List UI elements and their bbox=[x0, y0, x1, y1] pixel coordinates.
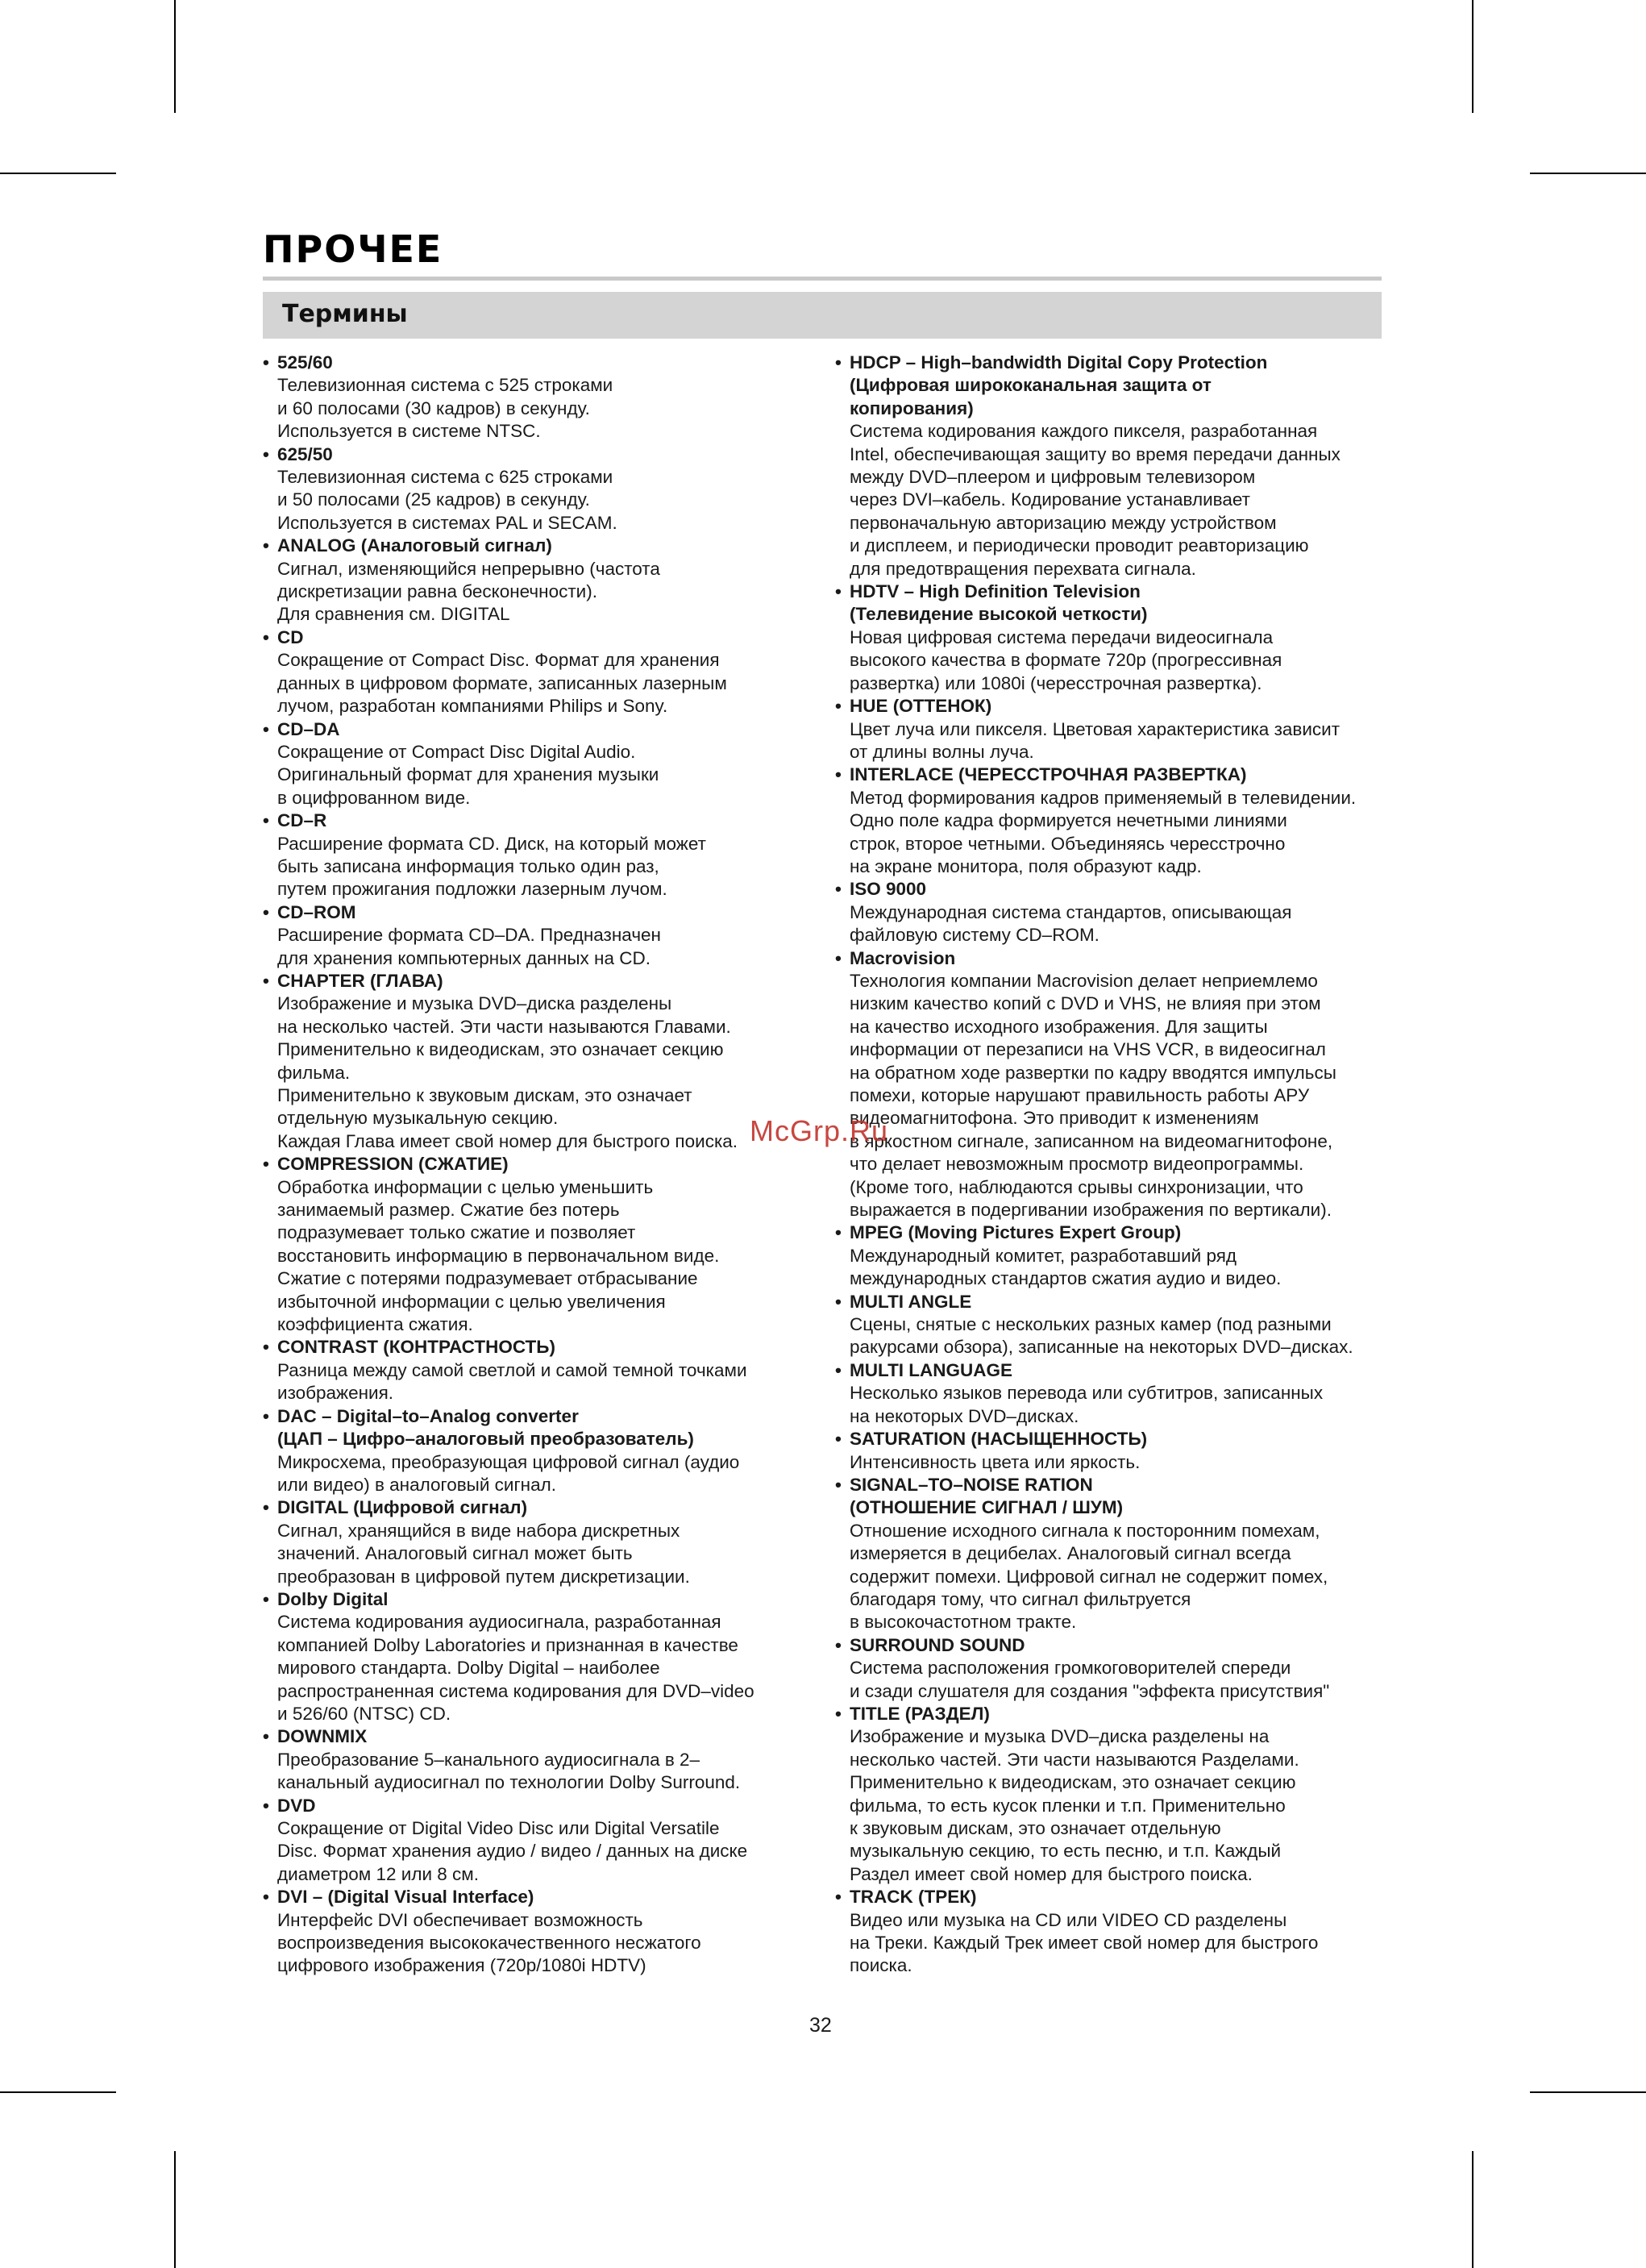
term-title: • 625/50 bbox=[263, 443, 795, 466]
term-title: • CD bbox=[263, 626, 795, 649]
glossary-term bbox=[835, 1703, 1391, 1886]
glossary-term bbox=[263, 443, 795, 535]
term-description: Новая цифровая система передачи видеосигнала высокого качества в формате 720р (прогрессивная развертка) или 1080i (чересстрочная развертка). bbox=[850, 626, 1282, 693]
glossary-term bbox=[835, 1221, 1391, 1290]
term-description: Расширение формата CD. Диск, на который может быть записана информация только один раз, путем прожигания подложки лазерным лучом. bbox=[277, 833, 706, 900]
term-description: Сокращение от Digital Video Disc или Digital Versatile Disc. Формат хранения аудио / видео / данных на диске диаметром 12 или 8 см. bbox=[277, 1818, 748, 1884]
term-description: Отношение исходного сигнала к посторонним помехам, измеряется в децибелах. Аналоговый сигнал всегда содержит помехи. Цифровой сигнал не содержит помех, благодаря тому, что сигнал фильтруется в высокочастотном тракте. bbox=[850, 1520, 1328, 1633]
left-column bbox=[263, 352, 795, 1978]
page-title: ПРОЧЕЕ bbox=[263, 227, 443, 271]
glossary-term bbox=[835, 1634, 1391, 1703]
section-header bbox=[263, 292, 1382, 339]
term-description: Метод формирования кадров применяемый в телевидении. Одно поле кадра формируется нечетными линиями строк, второе четными. Объединяясь чересстрочно на экране монитора, поля образуют кадр. bbox=[850, 787, 1357, 876]
glossary-term bbox=[263, 535, 795, 626]
term-description: Сокращение от Compact Disc Digital Audio. Оригинальный формат для хранения музыки в оцифрованном виде. bbox=[277, 741, 659, 808]
glossary-term bbox=[835, 581, 1391, 695]
term-description: Система расположения громкоговорителей спереди и сзади слушателя для создания "эффекта присутствия" bbox=[850, 1658, 1330, 1701]
glossary-term bbox=[263, 1336, 795, 1404]
term-title: • MULTI ANGLE bbox=[835, 1291, 1391, 1313]
term-description: Система кодирования каждого пикселя, разработанная Intel, обеспечивающая защиту во время передачи данных между DVD–плеером и цифровым телевизором через DVI–кабель. Кодирование устанавливает первоначальную авторизацию между устройством и дисплеем, и периодически проводит реавторизацию для предотвращения перехвата сигнала. bbox=[850, 421, 1340, 579]
term-description: Микросхема, преобразующая цифровой сигнал (аудио или видео) в аналоговый сигнал. bbox=[277, 1451, 740, 1495]
term-title: • CONTRAST (КОНТРАСТНОСТЬ) bbox=[263, 1336, 795, 1359]
term-title: • SURROUND SOUND bbox=[835, 1634, 1391, 1657]
term-description: Разница между самой светлой и самой темной точками изображения. bbox=[277, 1359, 747, 1404]
term-title: • DVD bbox=[263, 1795, 795, 1817]
term-description: Телевизионная система с 525 строками и 60 полосами (30 кадров) в секунду. Используется в системе NTSC. bbox=[277, 375, 613, 442]
crop-mark bbox=[0, 173, 116, 174]
term-title: • ISO 9000 bbox=[835, 878, 1391, 901]
term-description: Система кодирования аудиосигнала, разработанная компанией Dolby Laboratories и признанная в качестве мирового стандарта. Dolby Digital – наиболее распространенная система кодирования для DVD–video и 526/60 (NTSC) CD. bbox=[277, 1612, 754, 1724]
page-number: 32 bbox=[809, 2014, 832, 2037]
glossary-term bbox=[835, 947, 1391, 1222]
glossary-term bbox=[263, 1153, 795, 1336]
crop-mark bbox=[0, 2091, 116, 2093]
term-title: • CD–ROM bbox=[263, 901, 795, 924]
term-title: • ANALOG (Аналоговый сигнал) bbox=[263, 535, 795, 557]
glossary-term bbox=[263, 1725, 795, 1794]
term-title: • INTERLACE (ЧЕРЕССТРОЧНАЯ РАЗВЕРТКА) bbox=[835, 764, 1391, 786]
glossary-term bbox=[835, 764, 1391, 878]
glossary-term bbox=[263, 1588, 795, 1725]
glossary-term bbox=[835, 878, 1391, 947]
term-title: • CHAPTER (ГЛАВА) bbox=[263, 970, 795, 993]
term-title: • TRACK (ТРЕК) bbox=[835, 1886, 1391, 1908]
term-description: Международная система стандартов, описывающая файловую систему CD–ROM. bbox=[850, 901, 1292, 946]
glossary-term bbox=[263, 626, 795, 718]
term-title: • DOWNMIX bbox=[263, 1725, 795, 1748]
crop-mark bbox=[1472, 2151, 1474, 2268]
term-description: Сигнал, изменяющийся непрерывно (частота дискретизации равна бесконечности). Для сравнения см. DIGITAL bbox=[277, 558, 660, 625]
glossary-term bbox=[835, 1428, 1391, 1474]
glossary-term bbox=[263, 718, 795, 810]
term-title: • CD–R bbox=[263, 809, 795, 832]
section-title: Термины bbox=[282, 300, 408, 328]
glossary-term bbox=[835, 695, 1391, 764]
crop-mark bbox=[174, 0, 176, 113]
term-title: • SATURATION (НАСЫЩЕННОСТЬ) bbox=[835, 1428, 1391, 1450]
term-description: Расширение формата CD–DA. Предназначен для хранения компьютерных данных на CD. bbox=[277, 925, 661, 968]
term-title: • HUE (ОТТЕНОК) bbox=[835, 695, 1391, 718]
watermark: McGrp.Ru bbox=[750, 1114, 889, 1147]
glossary-term bbox=[263, 1405, 795, 1497]
term-title: • SIGNAL–TO–NOISE RATION (ОТНОШЕНИЕ СИГНАЛ / ШУМ) bbox=[835, 1474, 1391, 1520]
title-divider bbox=[263, 277, 1382, 281]
crop-mark bbox=[1472, 0, 1474, 113]
glossary-term bbox=[263, 901, 795, 970]
term-title: • MULTI LANGUAGE bbox=[835, 1359, 1391, 1382]
term-description: Интерфейс DVI обеспечивает возможность воспроизведения высококачественного несжатого цифрового изображения (720р/1080i HDTV) bbox=[277, 1909, 701, 1976]
glossary-term bbox=[263, 970, 795, 1153]
glossary-term bbox=[263, 1795, 795, 1887]
glossary-term bbox=[835, 352, 1391, 581]
term-description: Цвет луча или пикселя. Цветовая характеристика зависит от длины волны луча. bbox=[850, 718, 1340, 762]
term-title: • TITLE (РАЗДЕЛ) bbox=[835, 1703, 1391, 1725]
term-description: Сигнал, хранящийся в виде набора дискретных значений. Аналоговый сигнал может быть преобразован в цифровой путем дискретизации. bbox=[277, 1520, 690, 1587]
term-description: Телевизионная система с 625 строками и 50 полосами (25 кадров) в секунду. Используется в системах PAL и SECAM. bbox=[277, 467, 617, 533]
term-description: Изображение и музыка DVD–диска разделены на несколько частей. Эти части называются Главами. Применительно к видеодискам, это означает секцию фильма. Применительно к звуковым дискам, это означает отдельную музыкальную секцию. Каждая Глава имеет свой номер для быстрого поиска. bbox=[277, 993, 738, 1151]
crop-mark bbox=[1530, 2091, 1646, 2093]
glossary-term bbox=[263, 1496, 795, 1588]
term-title: • HDCP – High–bandwidth Digital Copy Protection (Цифровая ширококанальная защита от копирования) bbox=[835, 352, 1391, 420]
term-title: • MPEG (Moving Pictures Expert Group) bbox=[835, 1221, 1391, 1244]
glossary-term bbox=[263, 809, 795, 901]
term-title: • Dolby Digital bbox=[263, 1588, 795, 1611]
term-description: Интенсивность цвета или яркость. bbox=[850, 1451, 1141, 1472]
glossary-term bbox=[835, 1359, 1391, 1428]
term-title: • DAC – Digital–to–Analog converter (ЦАП – Цифро–аналоговый преобразователь) bbox=[263, 1405, 795, 1451]
glossary-term bbox=[835, 1886, 1391, 1978]
crop-mark bbox=[174, 2151, 176, 2268]
term-description: Сокращение от Compact Disc. Формат для хранения данных в цифровом формате, записанных лазерным лучом, разработан компаниями Philips и Sony. bbox=[277, 650, 727, 717]
term-title: • COMPRESSION (СЖАТИЕ) bbox=[263, 1153, 795, 1176]
right-column bbox=[835, 352, 1391, 1978]
crop-mark bbox=[1530, 173, 1646, 174]
term-description: Сцены, снятые с нескольких разных камер (под разными ракурсами обзора), записанные на некоторых DVD–дисках. bbox=[850, 1314, 1353, 1358]
term-title: • Macrovision bbox=[835, 947, 1391, 970]
term-description: Видео или музыка на CD или VIDEO CD разделены на Треки. Каждый Трек имеет свой номер для быстрого поиска. bbox=[850, 1909, 1319, 1976]
term-title: • DIGITAL (Цифровой сигнал) bbox=[263, 1496, 795, 1519]
term-description: Технология компании Macrovision делает неприемлемо низким качество копий с DVD и VHS, не влияя при этом на качество исходного изображения. Для защиты информации от перезаписи на VHS VCR, в видеосигнал на обратном ходе развертки по кадру вводятся импульсы помехи, которые нарушают правильность работы АРУ видеомагнитофона. Это приводит к изменениям в яркостном сигнале, записанном на видеомагнитофоне, что делает невозможным просмотр видеопрограммы. (Кроме того, наблюдаются срывы синхронизации, что выражается в подергивании изображения по вертикали). bbox=[850, 970, 1336, 1221]
term-title: • DVI – (Digital Visual Interface) bbox=[263, 1886, 795, 1908]
term-description: Международный комитет, разработавший ряд международных стандартов сжатия аудио и видео. bbox=[850, 1245, 1282, 1289]
glossary-term bbox=[263, 1886, 795, 1978]
glossary-term bbox=[263, 352, 795, 443]
term-description: Преобразование 5–канального аудиосигнала в 2– канальный аудиосигнал по технологии Dolby Surround. bbox=[277, 1749, 741, 1793]
term-description: Несколько языков перевода или субтитров, записанных на некоторых DVD–дисках. bbox=[850, 1383, 1324, 1426]
term-title: • 525/60 bbox=[263, 352, 795, 374]
glossary-term bbox=[835, 1291, 1391, 1359]
term-title: • HDTV – High Definition Television (Телевидение высокой четкости) bbox=[835, 581, 1391, 626]
glossary-term bbox=[835, 1474, 1391, 1634]
term-title: • CD–DA bbox=[263, 718, 795, 741]
term-description: Обработка информации с целью уменьшить занимаемый размер. Сжатие без потерь подразумевает только сжатие и позволяет восстановить информацию в первоначальном виде. Сжатие с потерями подразумевает отбрасывание избыточной информации с целью увеличения коэффициента сжатия. bbox=[277, 1176, 720, 1335]
term-description: Изображение и музыка DVD–диска разделены на несколько частей. Эти части называются Разделами. Применительно к видеодискам, это означает секцию фильма, то есть кусок пленки и т.п. Применительно к звуковым дискам, это означает отдельную музыкальную секцию, то есть песню, и т.п. Каждый Раздел имеет свой номер для быстрого поиска. bbox=[850, 1726, 1299, 1884]
